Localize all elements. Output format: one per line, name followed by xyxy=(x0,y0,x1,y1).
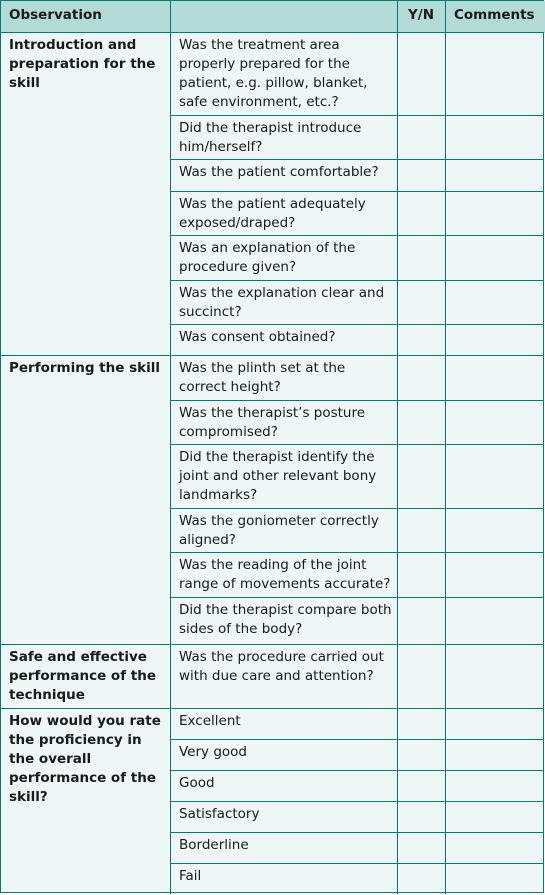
comments-cell[interactable] xyxy=(446,281,545,325)
yn-cell[interactable] xyxy=(398,645,446,709)
item-therapist-introduce: Did the therapist introduce him/herself? xyxy=(179,120,362,155)
comments-cell[interactable] xyxy=(446,509,545,553)
item-therapist-posture: Was the therapist’s posture compromised? xyxy=(179,405,366,440)
yn-cell[interactable] xyxy=(398,553,446,598)
item-identify-landmarks: Did the therapist identify the joint and other relevant bony landmarks? xyxy=(179,449,377,503)
yn-cell[interactable] xyxy=(398,445,446,509)
row-divider xyxy=(170,400,544,401)
comments-cell[interactable] xyxy=(446,401,545,445)
yn-cell[interactable] xyxy=(398,833,446,864)
yn-cell[interactable] xyxy=(398,509,446,553)
row-divider xyxy=(170,324,544,325)
row-divider xyxy=(1,32,544,33)
section-title-introduction: Introduction and preparation for the skill xyxy=(9,37,156,91)
rating-option-satisfactory: Satisfactory xyxy=(179,806,260,822)
section-title-safe-effective: Safe and effective performance of the technique xyxy=(9,649,156,703)
rating-option-excellent: Excellent xyxy=(179,713,241,729)
yn-cell[interactable] xyxy=(398,709,446,740)
yn-cell[interactable] xyxy=(398,598,446,645)
row-divider xyxy=(1,644,544,645)
rating-option-fail: Fail xyxy=(179,868,202,884)
column-divider xyxy=(397,1,398,894)
comments-cell[interactable] xyxy=(446,771,545,802)
yn-cell[interactable] xyxy=(398,401,446,445)
comments-cell[interactable] xyxy=(446,445,545,509)
item-consent-obtained: Was consent obtained? xyxy=(179,329,336,345)
yn-cell[interactable] xyxy=(398,116,446,160)
comments-cell[interactable] xyxy=(446,802,545,833)
comments-cell[interactable] xyxy=(446,356,545,401)
comments-cell[interactable] xyxy=(446,864,545,895)
section-title-performing: Performing the skill xyxy=(9,360,160,376)
row-divider xyxy=(170,739,544,740)
comments-cell[interactable] xyxy=(446,709,545,740)
yn-cell[interactable] xyxy=(398,740,446,771)
item-compare-sides: Did the therapist compare both sides of the body? xyxy=(179,602,392,637)
row-divider xyxy=(170,115,544,116)
row-divider xyxy=(170,444,544,445)
header-observation: Observation xyxy=(1,1,171,33)
item-patient-exposed: Was the patient adequately exposed/draped? xyxy=(179,196,366,231)
row-divider xyxy=(1,708,544,709)
comments-cell[interactable] xyxy=(446,325,545,356)
comments-cell[interactable] xyxy=(446,160,545,192)
yn-cell[interactable] xyxy=(398,802,446,833)
comments-cell[interactable] xyxy=(446,645,545,709)
comments-cell[interactable] xyxy=(446,553,545,598)
row-divider xyxy=(170,832,544,833)
header-item xyxy=(171,1,398,33)
row-divider xyxy=(170,508,544,509)
row-divider xyxy=(170,770,544,771)
yn-cell[interactable] xyxy=(398,771,446,802)
column-divider xyxy=(445,1,446,894)
row-divider xyxy=(170,280,544,281)
row-divider xyxy=(170,801,544,802)
header-comments: Comments xyxy=(446,1,545,33)
row-divider xyxy=(170,235,544,236)
yn-cell[interactable] xyxy=(398,281,446,325)
yn-cell[interactable] xyxy=(398,864,446,895)
comments-cell[interactable] xyxy=(446,236,545,281)
comments-cell[interactable] xyxy=(446,833,545,864)
comments-cell[interactable] xyxy=(446,33,545,116)
row-divider xyxy=(170,191,544,192)
item-explanation-given: Was an explanation of the procedure given? xyxy=(179,240,356,275)
header-yn: Y/N xyxy=(398,1,446,33)
item-patient-comfortable: Was the patient comfortable? xyxy=(179,164,379,180)
comments-cell[interactable] xyxy=(446,598,545,645)
yn-cell[interactable] xyxy=(398,33,446,116)
row-divider xyxy=(170,552,544,553)
item-explanation-clear: Was the explanation clear and succinct? xyxy=(179,285,385,320)
comments-cell[interactable] xyxy=(446,740,545,771)
comments-cell[interactable] xyxy=(446,116,545,160)
item-due-care: Was the procedure carried out with due care and attention? xyxy=(179,649,384,684)
column-divider xyxy=(170,1,171,894)
yn-cell[interactable] xyxy=(398,192,446,236)
row-divider xyxy=(1,355,544,356)
rating-option-good: Good xyxy=(179,775,215,791)
yn-cell[interactable] xyxy=(398,236,446,281)
row-divider xyxy=(170,863,544,864)
row-divider xyxy=(170,597,544,598)
item-treatment-area-prepared: Was the treatment area properly prepared for the patient, e.g. pillow, blanket, safe environment, etc.? xyxy=(179,37,368,110)
comments-cell[interactable] xyxy=(446,192,545,236)
item-goniometer-aligned: Was the goniometer correctly aligned? xyxy=(179,513,379,548)
yn-cell[interactable] xyxy=(398,325,446,356)
item-reading-accurate: Was the reading of the joint range of movements accurate? xyxy=(179,557,391,592)
rating-option-very-good: Very good xyxy=(179,744,247,760)
rating-option-borderline: Borderline xyxy=(179,837,249,853)
yn-cell[interactable] xyxy=(398,356,446,401)
yn-cell[interactable] xyxy=(398,160,446,192)
section-title-overall-rating: How would you rate the proficiency in the overall performance of the skill? xyxy=(9,713,161,805)
item-plinth-height: Was the plinth set at the correct height? xyxy=(179,360,346,395)
row-divider xyxy=(170,159,544,160)
